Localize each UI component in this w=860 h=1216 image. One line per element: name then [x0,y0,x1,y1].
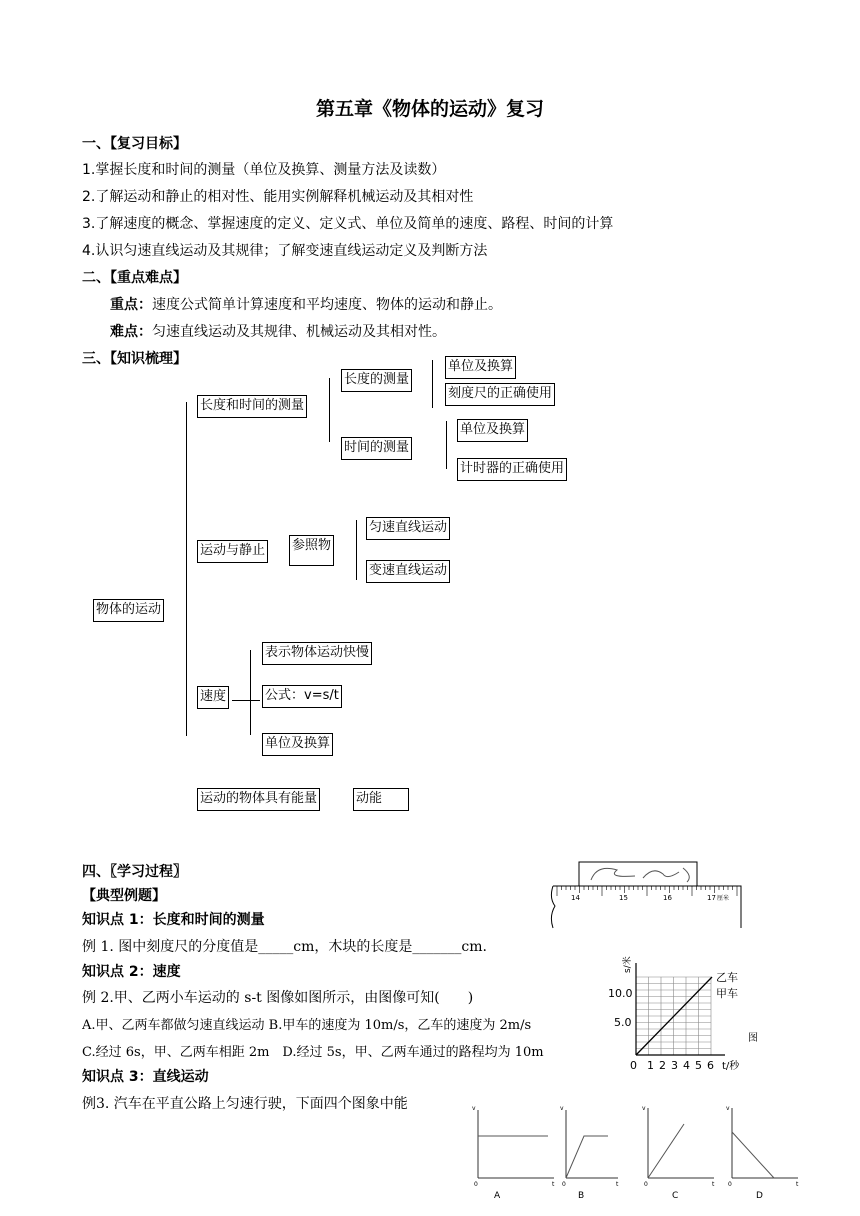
ruler-figure [547,858,747,930]
st-x-tick-0: 0 [630,1059,637,1072]
st-x-tick-3: 3 [671,1059,678,1072]
example-2-options-cd: C.经过 6s，甲、乙两车相距 2m D.经过 5s，甲、乙两车通过的路程均为 10m [82,1045,544,1060]
box-speed-unit: 单位及换算 [262,733,333,756]
svg-text:t: t [712,1181,715,1188]
ruler-body [551,886,741,928]
knowledge-point-2: 知识点 2：速度 [82,964,181,980]
diff-label: 难点： [110,324,152,340]
goal-3: 3.了解速度的概念、掌握速度的定义、定义式、单位及简单的速度、路程、时间的计算 [82,216,614,232]
svg-text:v: v [472,1105,476,1112]
vt-graph-c [642,1105,715,1201]
box-uniform: 匀速直线运动 [366,517,450,540]
example-2: 例 2.甲、乙两小车运动的 s-t 图像如图所示，由图像可知( ) [82,990,474,1006]
vt-graph-b [560,1105,619,1201]
box-time-unit: 单位及换算 [457,419,528,442]
st-graph [600,955,760,1077]
svg-text:C: C [672,1191,679,1201]
reference-branch-line [356,520,357,580]
time-branch-line [446,421,447,469]
diff-text: 匀速直线运动及其规律、机械运动及其相对性。 [152,324,446,340]
st-y-label: s/米 [623,956,633,973]
svg-text:v: v [642,1105,646,1112]
example-2-options-ab: A.甲、乙两车都做匀速直线运动 B.甲车的速度为 10m/s，乙车的速度为 2m/s [82,1018,532,1033]
svg-text:D: D [756,1191,763,1201]
box-speed-meaning: 表示物体运动快慢 [262,642,372,665]
ruler-tick-15: 15 [619,894,628,902]
length-branch-line [432,360,433,408]
svg-text:t: t [552,1181,555,1188]
box-energy: 运动的物体具有能量 [197,788,320,811]
page-title: 第五章《物体的运动》复习 [315,98,544,120]
key-label: 重点： [110,297,152,313]
svg-text:0: 0 [644,1181,648,1188]
box-reference: 参照物 [289,535,334,566]
box-measure: 长度和时间的测量 [197,395,307,418]
key-text: 速度公式简单计算速度和平均速度、物体的运动和静止。 [152,297,502,313]
box-ruler-use: 刻度尺的正确使用 [445,383,555,406]
vt-graph-d [726,1105,799,1201]
box-timer-use: 计时器的正确使用 [457,458,567,481]
box-variable: 变速直线运动 [366,560,450,583]
st-x-tick-1: 1 [647,1059,654,1072]
ruler-unit: 厘米 [717,895,730,902]
keypoints-heading: 二、【重点难点】 [82,270,187,286]
key-point [110,294,502,314]
st-x-label: t/秒 [722,1061,740,1072]
svg-text:B: B [578,1191,585,1201]
st-label-yi: 乙车 [716,971,738,984]
st-x-tick-6: 6 [707,1059,714,1072]
example-1: 例 1. 图中刻度尺的分度值是_____cm，木块的长度是_______cm. [82,939,487,955]
box-motion-rest: 运动与静止 [197,540,268,563]
difficult-point [110,321,446,341]
box-length-measure: 长度的测量 [341,369,412,392]
measure-branch-line [329,378,330,442]
goal-4: 4.认识匀速直线运动及其规律；了解变速直线运动定义及判断方法 [82,243,488,259]
svg-text:0: 0 [562,1181,566,1188]
svg-text:v: v [726,1105,730,1112]
goal-2: 2.了解运动和静止的相对性、能用实例解释机械运动及其相对性 [82,189,474,205]
svg-text:t: t [616,1181,619,1188]
knowledge-point-3: 知识点 3：直线运动 [82,1069,209,1085]
svg-text:0: 0 [728,1181,732,1188]
st-y-tick-10: 10.0 [608,987,633,1000]
box-kinetic: 动能 [353,788,409,811]
svg-text:0: 0 [474,1181,478,1188]
knowledge-point-1: 知识点 1：长度和时间的测量 [82,912,265,928]
vt-graphs [462,1102,822,1202]
mindmap-root: 物体的运动 [93,599,164,622]
mindmap-trunk-line [186,402,187,736]
st-x-tick-4: 4 [683,1059,690,1072]
st-y-tick-5: 5.0 [614,1016,632,1029]
learning-heading: 四、〖学习过程〗 [82,864,187,880]
svg-text:A: A [494,1191,501,1201]
knowledge-heading: 三、【知识梳理】 [82,351,187,367]
ruler-tick-14: 14 [571,894,580,902]
speed-connector-line [232,700,260,701]
box-speed-formula: 公式：v=s/t [262,685,342,708]
goal-1: 1.掌握长度和时间的测量（单位及换算、测量方法及读数） [82,162,446,178]
ruler-tick-17: 17 [707,894,716,902]
box-speed: 速度 [197,686,229,709]
svg-text:v: v [560,1105,564,1112]
goals-heading: 一、【复习目标】 [82,136,187,152]
example-3: 例3. 汽车在平直公路上匀速行驶，下面四个图象中能 [82,1096,408,1112]
ruler-tick-16: 16 [663,894,672,902]
st-cut-char: 图 [748,1033,758,1044]
st-x-tick-5: 5 [695,1059,702,1072]
vt-graph-a [472,1105,555,1201]
box-time-measure: 时间的测量 [341,437,412,460]
svg-text:t: t [796,1181,799,1188]
wood-block [579,862,697,886]
box-length-unit: 单位及换算 [445,356,516,379]
st-x-tick-2: 2 [659,1059,666,1072]
st-label-jia: 甲车 [716,987,738,1000]
examples-heading: 【典型例题】 [82,888,166,904]
speed-branch-line [250,650,251,735]
